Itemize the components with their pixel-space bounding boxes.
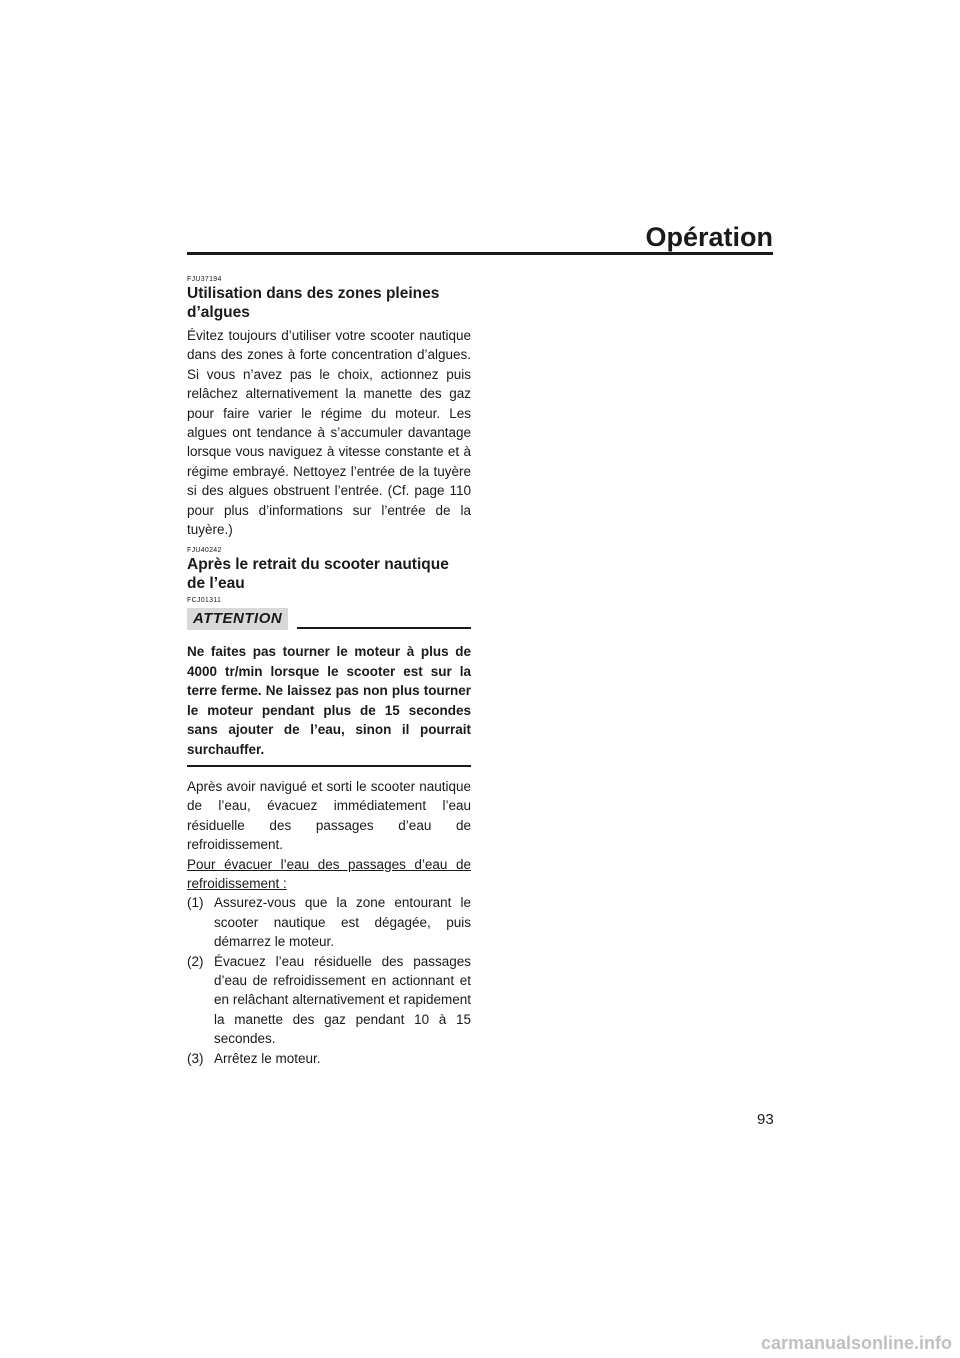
main-column (187, 276, 471, 1068)
attention-code: FCJ01311 (187, 597, 222, 605)
header-rule (187, 252, 773, 255)
procedure-step (187, 952, 471, 1049)
attention-rule (297, 627, 471, 629)
section-code: FJU37194 (187, 276, 222, 283)
step-text: Arrêtez le moteur. (214, 1050, 321, 1066)
attention-text: Ne faites pas tourner le moteur à plus de 4000 tr/min lorsque le scooter est sur la terre ferme. Ne laissez pas non plus tourner le moteur pendant plus de 15 secondes sans ajouter de l’eau, sinon il pourrait surchauffer. (187, 644, 471, 757)
procedure-step (187, 893, 471, 951)
step-number: (2) (187, 953, 204, 969)
attention-bottom-rule (187, 765, 471, 767)
procedure-steps (187, 893, 471, 1068)
step-text: Évacuez l’eau résiduelle des passages d’eau de refroidissement en actionnant et en relâchant alternativement et rapidement la manette des gaz pendant 10 à 15 secondes. (214, 953, 471, 1047)
step-text: Assurez-vous que la zone entourant le scooter nautique est dégagée, puis démarrez le moteur. (214, 895, 471, 950)
section-title-algae: Utilisation dans des zones pleines d’algues (187, 285, 440, 321)
procedure-step (187, 1049, 471, 1068)
section-code: FJU40242 (187, 547, 222, 555)
section-title-after-removal: Après le retrait du scooter nautique de l’eau (187, 556, 449, 593)
step-number: (1) (187, 895, 204, 911)
step-number: (3) (187, 1050, 204, 1066)
procedure-title: Pour évacuer l’eau des passages d’eau de refroidissement : (187, 856, 471, 891)
page-header-title: Opération (645, 222, 773, 252)
page-number: 93 (757, 1111, 774, 1128)
attention-badge: ATTENTION (187, 608, 288, 630)
attention-header (187, 608, 471, 632)
section-body-algae: Évitez toujours d’utiliser votre scooter nautique dans des zones à forte concentration d’algues. Si vous n’avez pas le choix, actionnez puis relâchez alternativement la manette des gaz pour faire varier le régime du moteur. Les algues ont tendance à s’accumuler davantage lorsque vous naviguez à vitesse constante et à régime embrayé. Nettoyez l’entrée de la tuyère si des algues obstruent l’entrée. (Cf. page 110 pour plus d’informations sur l’entrée de la tuyère.) (187, 328, 471, 538)
section-body-after-removal: Après avoir navigué et sorti le scooter nautique de l’eau, évacuez immédiatement l’eau résiduelle des passages d’eau de refroidissement. (187, 778, 471, 853)
footer-watermark: carmanualsonline.info (760, 1333, 952, 1353)
